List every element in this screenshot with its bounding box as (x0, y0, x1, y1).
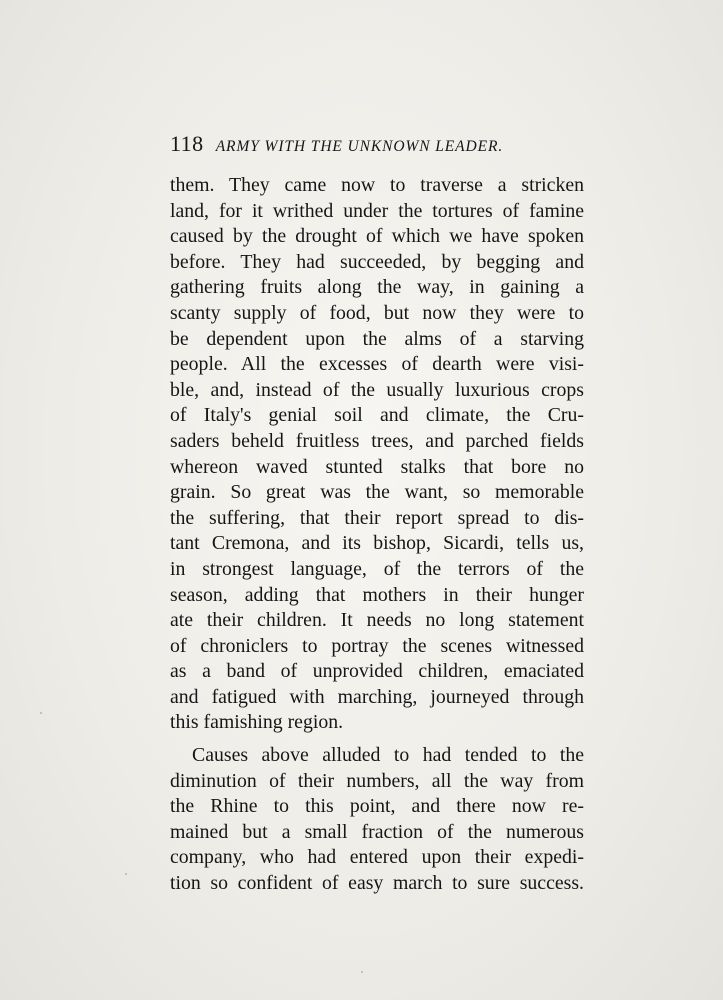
text-line: people. All the excesses of dearth were visi- (170, 353, 584, 376)
text-line: tion so confident of easy march to sure success. (170, 872, 584, 895)
page-number: 118 (170, 131, 204, 156)
text-line: them. They came now to traverse a stricken (170, 174, 584, 196)
text-line: the suffering, that their report spread to dis- (170, 506, 584, 529)
text-line: whereon waved stunted stalks that bore no (170, 455, 584, 478)
paper-speck (40, 712, 42, 714)
text-line: before. They had succeeded, by begging and (170, 250, 584, 273)
text-line: Causes above alluded to had tended to the (192, 744, 584, 767)
text-line: ate their children. It needs no long statement (170, 609, 584, 632)
text-line: grain. So great was the want, so memorable (170, 481, 584, 504)
paragraph-1 (170, 173, 584, 736)
paper-speck (361, 971, 363, 973)
text-line: season, adding that mothers in their hunger (170, 583, 584, 606)
text-line: and fatigued with marching, journeyed through (170, 685, 584, 708)
body-text (170, 173, 584, 897)
text-line: this famishing region. (170, 711, 344, 734)
text-line: the Rhine to this point, and there now re- (170, 795, 584, 818)
text-line: as a band of unprovided children, emaciated (170, 660, 584, 683)
paragraph-2 (170, 743, 584, 897)
text-line: land, for it writhed under the tortures of famine (170, 199, 584, 222)
text-line: in strongest language, of the terrors of the (170, 557, 584, 580)
text-line: of Italy's genial soil and climate, the Cru- (170, 404, 584, 427)
text-line: diminution of their numbers, all the way from (170, 769, 584, 792)
text-line: ble, and, instead of the usually luxurious crops (170, 378, 584, 401)
paper-speck (125, 873, 127, 875)
text-line: be dependent upon the alms of a starving (170, 327, 584, 350)
text-line: company, who had entered upon their expedi- (170, 846, 584, 869)
text-line: tant Cremona, and its bishop, Sicardi, tells us, (170, 532, 584, 555)
text-line: of chroniclers to portray the scenes witnessed (170, 634, 584, 657)
text-line: caused by the drought of which we have spoken (170, 225, 584, 248)
text-line: gathering fruits along the way, in gaining a (170, 276, 584, 299)
running-head (170, 131, 585, 157)
running-title: ARMY WITH THE UNKNOWN LEADER. (215, 138, 504, 155)
text-line: scanty supply of food, but now they were to (170, 301, 584, 324)
text-line: saders beheld fruitless trees, and parched fields (170, 429, 584, 452)
text-line: mained but a small fraction of the numerous (170, 820, 584, 843)
